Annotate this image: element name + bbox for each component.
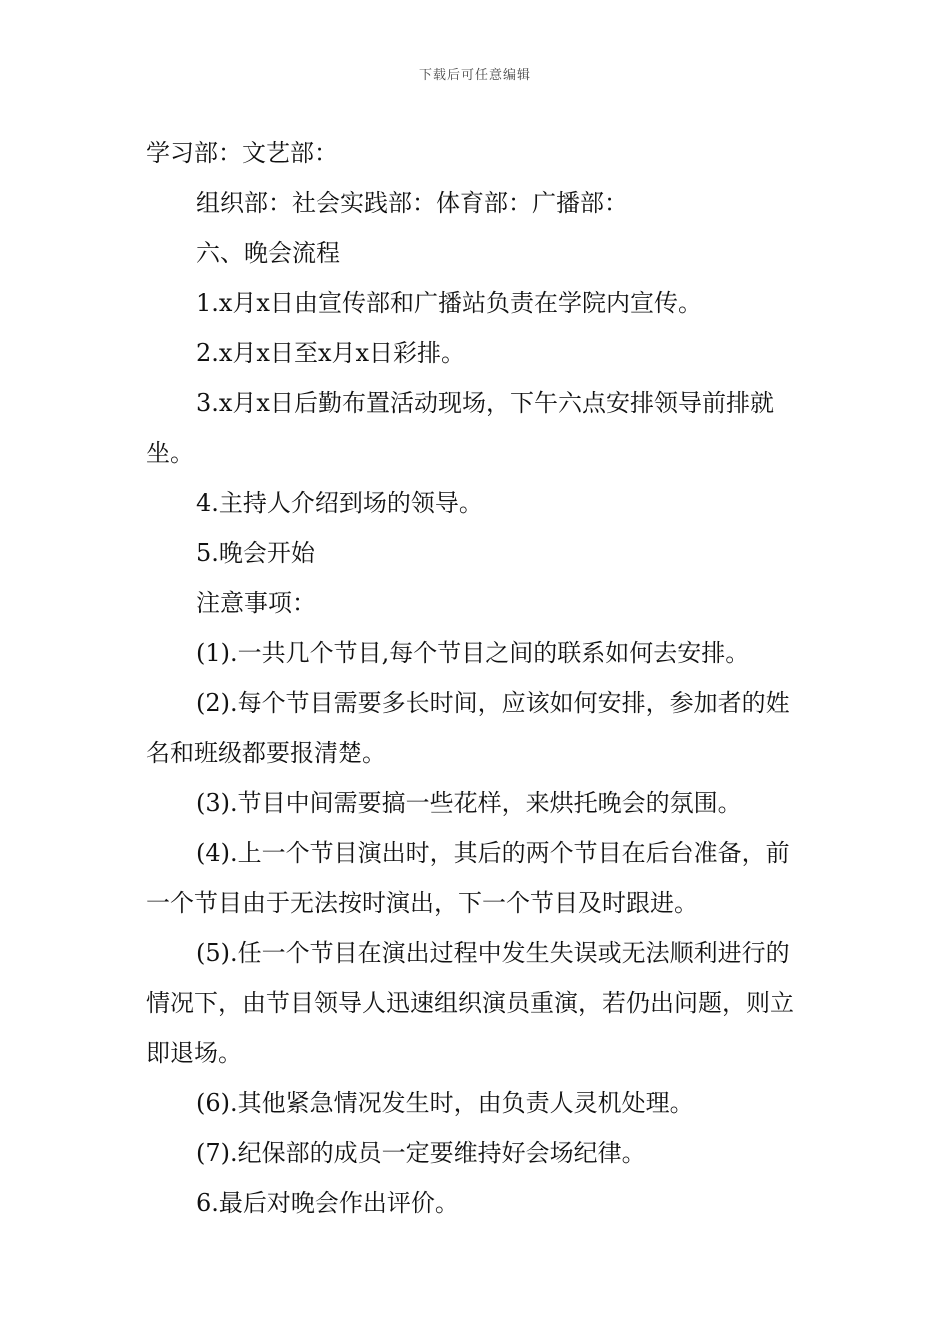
paragraph-step-4: 4.主持人介绍到场的领导。 [196,489,483,517]
paragraph-departments-1: 学习部：文艺部： [146,139,338,167]
section-heading-program-flow: 六、晚会流程 [196,239,340,267]
document-body [146,128,806,1228]
paragraph-note-2: (2).每个节目需要多长时间，应该如何安排，参加者的姓名和班级都要报清楚。 [146,689,790,767]
paragraph-step-6: 6.最后对晚会作出评价。 [196,1189,459,1217]
page-header-note: 下载后可任意编辑 [418,68,531,83]
paragraph-step-3: 3.x月x日后勤布置活动现场，下午六点安排领导前排就坐。 [146,389,774,467]
paragraph-step-1: 1.x月x日由宣传部和广播站负责在学院内宣传。 [196,289,702,317]
paragraph-note-3: (3).节目中间需要搞一些花样，来烘托晚会的氛围。 [196,789,742,817]
paragraph-note-1: (1).一共几个节目,每个节目之间的联系如何去安排。 [196,639,750,667]
paragraph-step-2: 2.x月x日至x月x日彩排。 [196,339,466,367]
paragraph-note-4: (4).上一个节目演出时，其后的两个节目在后台准备，前一个节目由于无法按时演出，下一个节目及时跟进。 [146,839,790,917]
paragraph-notes-heading: 注意事项： [196,589,316,617]
paragraph-step-5: 5.晚会开始 [196,539,315,567]
paragraph-note-5: (5).任一个节目在演出过程中发生失误或无法顺利进行的情况下，由节目领导人迅速组织演员重演，若仍出问题，则立即退场。 [146,939,794,1067]
paragraph-note-6: (6).其他紧急情况发生时，由负责人灵机处理。 [196,1089,694,1117]
paragraph-note-7: (7).纪保部的成员一定要维持好会场纪律。 [196,1139,646,1167]
paragraph-departments-2: 组织部：社会实践部：体育部：广播部： [196,189,628,217]
